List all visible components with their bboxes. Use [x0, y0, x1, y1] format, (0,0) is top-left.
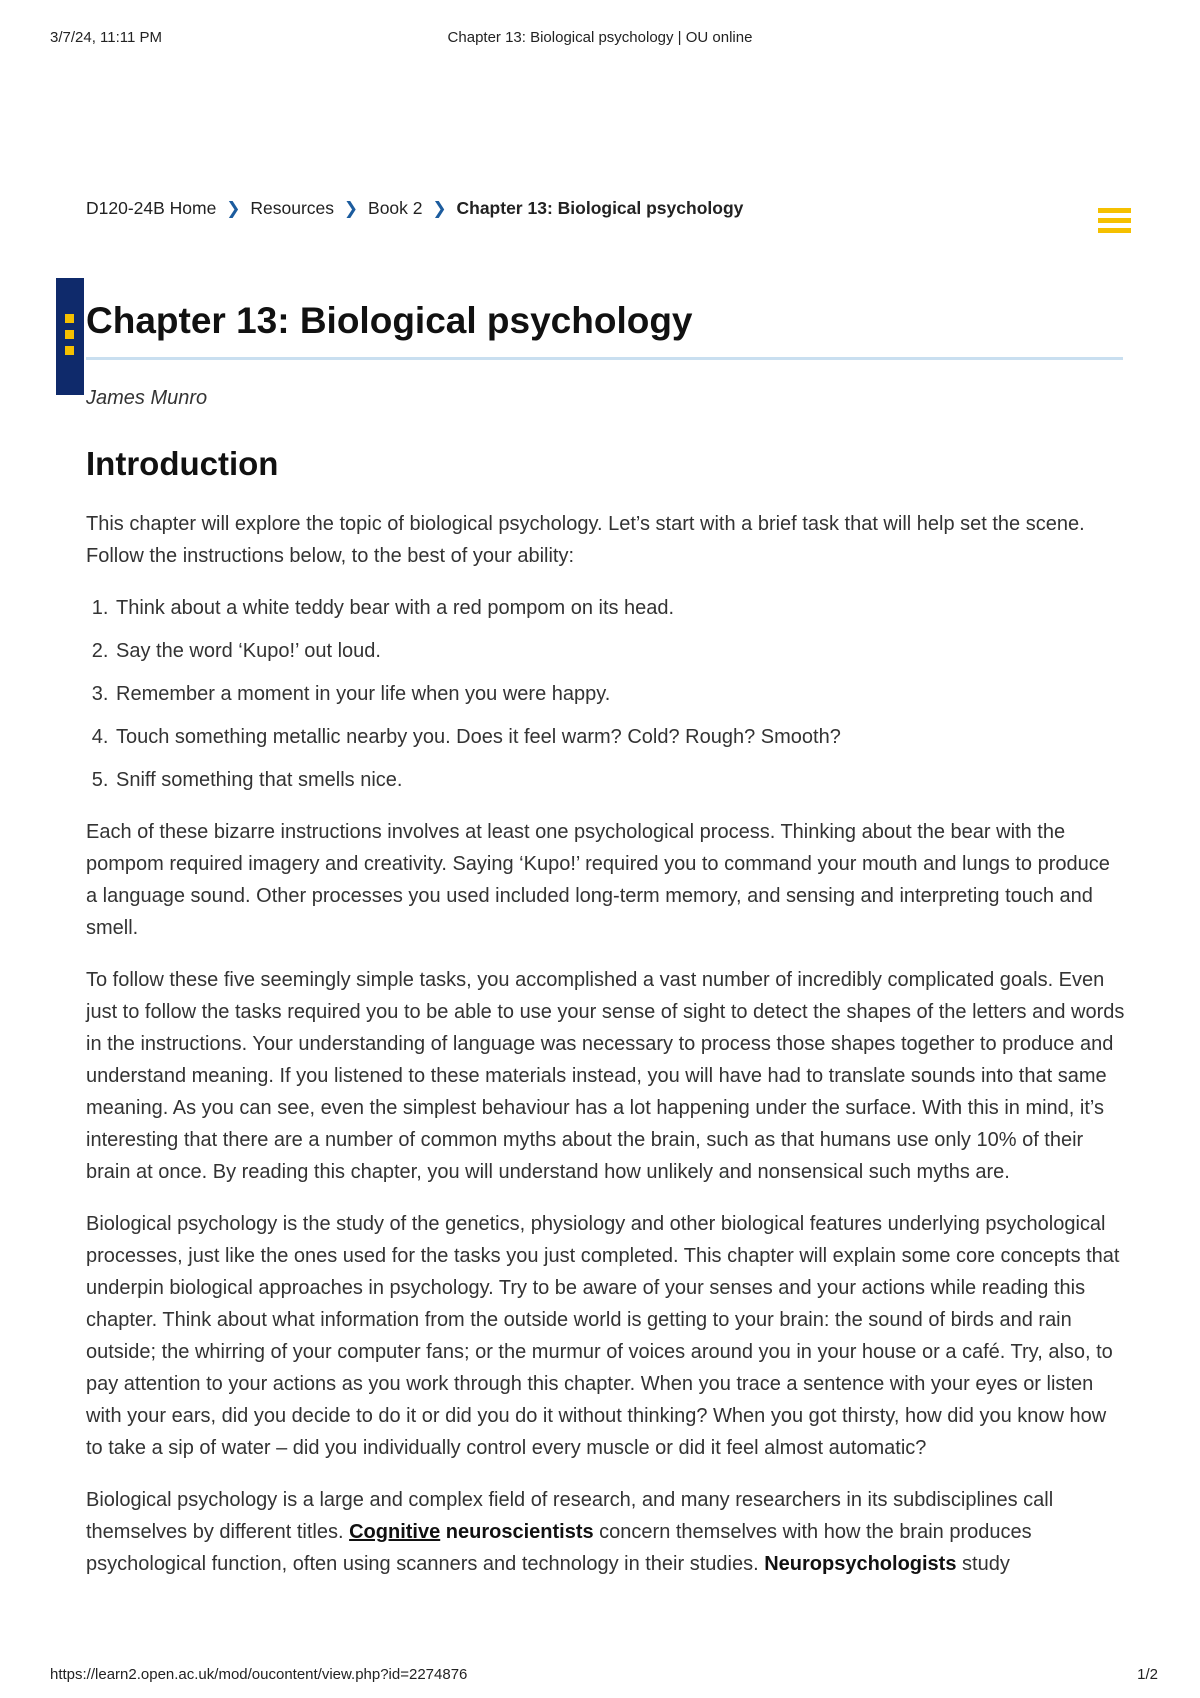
breadcrumb — [86, 198, 743, 219]
title-divider — [86, 357, 1123, 360]
list-item: 1. Think about a white teddy bear with a red pompom on its head. — [114, 592, 1126, 624]
print-datetime: 3/7/24, 11:11 PM — [50, 29, 163, 46]
breadcrumb-resources-link[interactable]: Resources — [250, 198, 335, 218]
paragraph-text: concern themselves with how the brain produces psychological function, often using scanners and technology in their studies. — [86, 1521, 1032, 1575]
author-name: James Munro — [86, 387, 208, 409]
handle-dot-icon — [65, 330, 74, 339]
chevron-right-icon: ❯ — [432, 198, 447, 218]
paragraph: Biological psychology is the study of the genetics, physiology and other biological features underlying psychological processes, just like the ones used for the tasks you just completed. This chapter will explain some core concepts that underpin biological approaches in psychology. Try to be aware of your senses and your actions while reading this chapter. Think about what information from the outside world is getting to your brain: the sound of birds and rain outside; the whirring of your computer fans; or the murmur of voices around you in your house or a café. Try, also, to pay attention to your actions as you work through this chapter. When you trace a sentence with your eyes or listen with your ears, did you decide to do it or did you do it without thinking? When you got thirsty, how did you know how to take a sip of water – did you individually control every muscle or did it feel almost automatic? — [86, 1213, 1120, 1459]
list-item: 2. Say the word ‘Kupo!’ out loud. — [114, 635, 1126, 667]
article-content — [86, 440, 1126, 1600]
handle-dot-icon — [65, 314, 74, 323]
page-number: 1/2 — [1137, 1666, 1158, 1683]
breadcrumb-home-link[interactable]: D120-24B Home — [86, 198, 217, 218]
paragraph-text: study — [956, 1553, 1010, 1575]
list-item: 5. Sniff something that smells nice. — [114, 764, 1126, 796]
paragraph: Each of these bizarre instructions involves at least one psychological process. Thinking about the bear with the pompom required imagery and creativity. Saying ‘Kupo!’ required you to command your mouth and lungs to produce a language sound. Other processes you used included long-term memory, and sensing and interpreting touch and smell. — [86, 821, 1110, 939]
section-heading: Introduction — [86, 445, 279, 482]
list-item: 4. Touch something metallic nearby you. Does it feel warm? Cold? Rough? Smooth? — [114, 721, 1126, 753]
hamburger-menu-icon[interactable] — [1098, 208, 1131, 238]
breadcrumb-book-link[interactable]: Book 2 — [368, 198, 423, 218]
key-term: neuroscientists — [440, 1521, 594, 1543]
paragraph: This chapter will explore the topic of biological psychology. Let’s start with a brief task that will help set the scene. Follow the instructions below, to the best of your ability: — [86, 513, 1085, 567]
page-title: Chapter 13: Biological psychology — [86, 300, 693, 341]
chevron-right-icon: ❯ — [226, 198, 241, 218]
instruction-list — [86, 592, 1126, 796]
list-item: 3. Remember a moment in your life when you were happy. — [114, 678, 1126, 710]
chevron-right-icon: ❯ — [343, 198, 359, 218]
paragraph — [86, 1484, 1126, 1580]
key-term: Neuropsychologists — [764, 1553, 957, 1575]
navigation-drawer-tab[interactable] — [56, 278, 84, 395]
print-url: https://learn2.open.ac.uk/mod/oucontent/view.php?id=2274876 — [50, 1666, 468, 1683]
print-footer — [0, 1666, 1200, 1686]
handle-dot-icon — [65, 346, 74, 355]
glossary-link-cognitive[interactable]: Cognitive — [349, 1521, 441, 1543]
print-page-title: Chapter 13: Biological psychology | OU online — [447, 29, 753, 46]
print-header — [0, 29, 1200, 49]
paragraph-text: Biological psychology is a large and complex field of research, and many researchers in its subdisciplines call themselves by different titles. — [86, 1489, 1054, 1543]
breadcrumb-current: Chapter 13: Biological psychology — [456, 198, 744, 218]
paragraph: To follow these five seemingly simple tasks, you accomplished a vast number of incredibly complicated goals. Even just to follow the tasks required you to be able to use your sense of sight to detect the shapes of the letters and words in the instructions. Your understanding of language was necessary to process those shapes together to produce and understand meaning. If you listened to these materials instead, you will have had to translate sounds into that same meaning. As you can see, even the simplest behaviour has a lot happening under the surface. With this in mind, it’s interesting that there are a number of common myths about the brain, such as that humans use only 10% of their brain at once. By reading this chapter, you will understand how unlikely and nonsensical such myths are. — [86, 969, 1125, 1183]
